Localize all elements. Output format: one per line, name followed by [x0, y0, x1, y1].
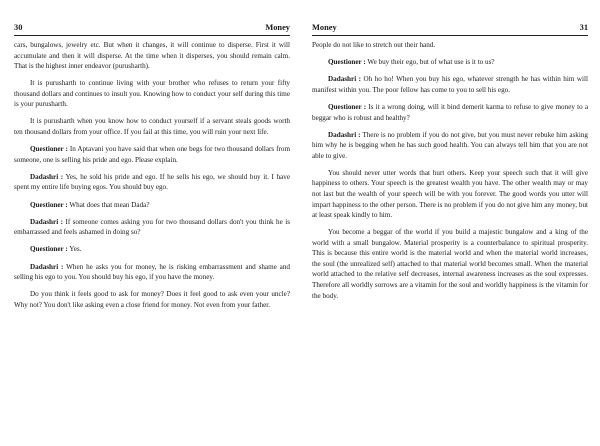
- paragraph: [14, 116, 290, 137]
- speaker-label: Dadashri :: [30, 217, 63, 226]
- paragraph: [14, 262, 290, 283]
- paragraph-text: You become a beggar of the world if you build a majestic bungalow and a king of the world with a small bungalow. Material prosperity is a counterbalance to spiritual prosperity. This is because this entire world is the material world and when the material world increases, the soul (the unrealized self) attached to that material world becomes small. When the material world attached to the relative self decreases, internal awareness increases as the soul expresses. Therefore all worldly sorrows are a vitamin for the soul and worldly happiness is the vitamin for the body.: [312, 228, 588, 300]
- left-header-rule: [14, 35, 290, 36]
- right-page: [312, 0, 588, 446]
- speaker-label: Questioner :: [30, 245, 68, 254]
- paragraph: [312, 57, 588, 68]
- paragraph-text: Is it a wrong doing, will it bind demerit karma to refuse to give money to a beggar who is robust and healthy?: [312, 102, 588, 122]
- left-page-number: 30: [14, 23, 23, 32]
- paragraph-text: In Aptavani you have said that when one begs for two thousand dollars from someone, one is selling his pride and ego. Please explain.: [14, 145, 291, 164]
- paragraph-text: There is no problem if you do not give, but you must never rebuke him asking him why he is begging when he has such good health. You can always tell him that you are not able to give.: [312, 130, 588, 160]
- paragraph-text: It is purusharth when you know how to conduct yourself if a servant steals goods worth ten thousand dollars from your office. If you fail at this time, you will ruin your next life.: [14, 117, 290, 137]
- speaker-label: Dadashri :: [328, 130, 361, 139]
- paragraph: [312, 168, 588, 221]
- left-page: [14, 0, 290, 446]
- paragraph-text: Do you think it feels good to ask for money? Does it feel good to ask even your uncle? Why not? You don't like asking even a close friend for money. Not even from your father.: [14, 290, 290, 309]
- right-running-head: Money: [312, 23, 337, 32]
- paragraph: [312, 40, 588, 51]
- paragraph-text: cars, bungalows, jewelry etc. But when it changes, it will continue to disperse. First it will accumulate and then it will disperse. At the time when it disperses, you should remain calm. That is the highest inner endeavor (purusharth).: [14, 41, 290, 71]
- left-running-head: Money: [265, 23, 290, 32]
- paragraph: [14, 244, 290, 255]
- paragraph-text: We buy their ego, but of what use is it to us?: [365, 58, 495, 67]
- speaker-label: Dadashri :: [30, 172, 64, 181]
- paragraph: [14, 40, 290, 72]
- paragraph-text: You should never utter words that hurt others. Keep your speech such that it will give happiness to others. Your speech is the greatest wealth you have. The other wealth may or may not last but the wealth of your speech will be with you forever. The good words you utter will impart happiness to the other person. There is no problem if you do not give him any money, but at least speak kindly to him.: [312, 168, 588, 220]
- paragraph-text: When he asks you for money, he is risking embarrassment and shame and selling his ego to you. You should buy his ego, if you have the money.: [14, 262, 290, 282]
- paragraph: [14, 78, 290, 110]
- paragraph-text: People do not like to stretch out their hand.: [312, 41, 436, 49]
- speaker-label: Dadashri :: [30, 262, 64, 271]
- right-page-number: 31: [579, 23, 588, 32]
- paragraph: [312, 227, 588, 301]
- paragraph-text: It is purusharth to continue living with your brother who refuses to return your fifty thousand dollars and continues to insult you. Knowing how to conduct your self during this time is your purusharth.: [14, 79, 290, 109]
- right-page-header: [312, 22, 588, 34]
- right-page-body: [312, 40, 588, 308]
- speaker-label: Questioner :: [328, 102, 367, 111]
- speaker-label: Questioner :: [30, 200, 68, 209]
- paragraph: [14, 200, 290, 211]
- paragraph: [312, 102, 588, 123]
- paragraph: [14, 172, 290, 193]
- speaker-label: Dadashri :: [328, 75, 362, 84]
- left-page-header: [14, 22, 290, 34]
- paragraph: [14, 144, 290, 165]
- speaker-label: Questioner :: [30, 145, 68, 154]
- left-page-body: [14, 40, 290, 317]
- paragraph-text: Oh ho ho! When you buy his ego, whatever strength he has within him will manifest within you. The poor fellow has come to you to sell his ego.: [312, 75, 588, 94]
- paragraph: [312, 74, 588, 95]
- paragraph-text: Yes.: [67, 245, 82, 254]
- paragraph-text: What does that mean Dada?: [67, 200, 150, 209]
- paragraph: [312, 130, 588, 162]
- paragraph-text: Yes, he sold his pride and ego. If he sells his ego, we should buy it. I have spent my entire life buying egos. You should buy ego.: [14, 172, 290, 192]
- paragraph: [14, 217, 290, 238]
- right-header-rule: [312, 35, 588, 36]
- paragraph-text: If someone comes asking you for two thousand dollars don't you think he is embarrassed and feels ashamed in doing so?: [14, 217, 290, 237]
- speaker-label: Questioner :: [328, 58, 366, 67]
- paragraph: [14, 289, 290, 310]
